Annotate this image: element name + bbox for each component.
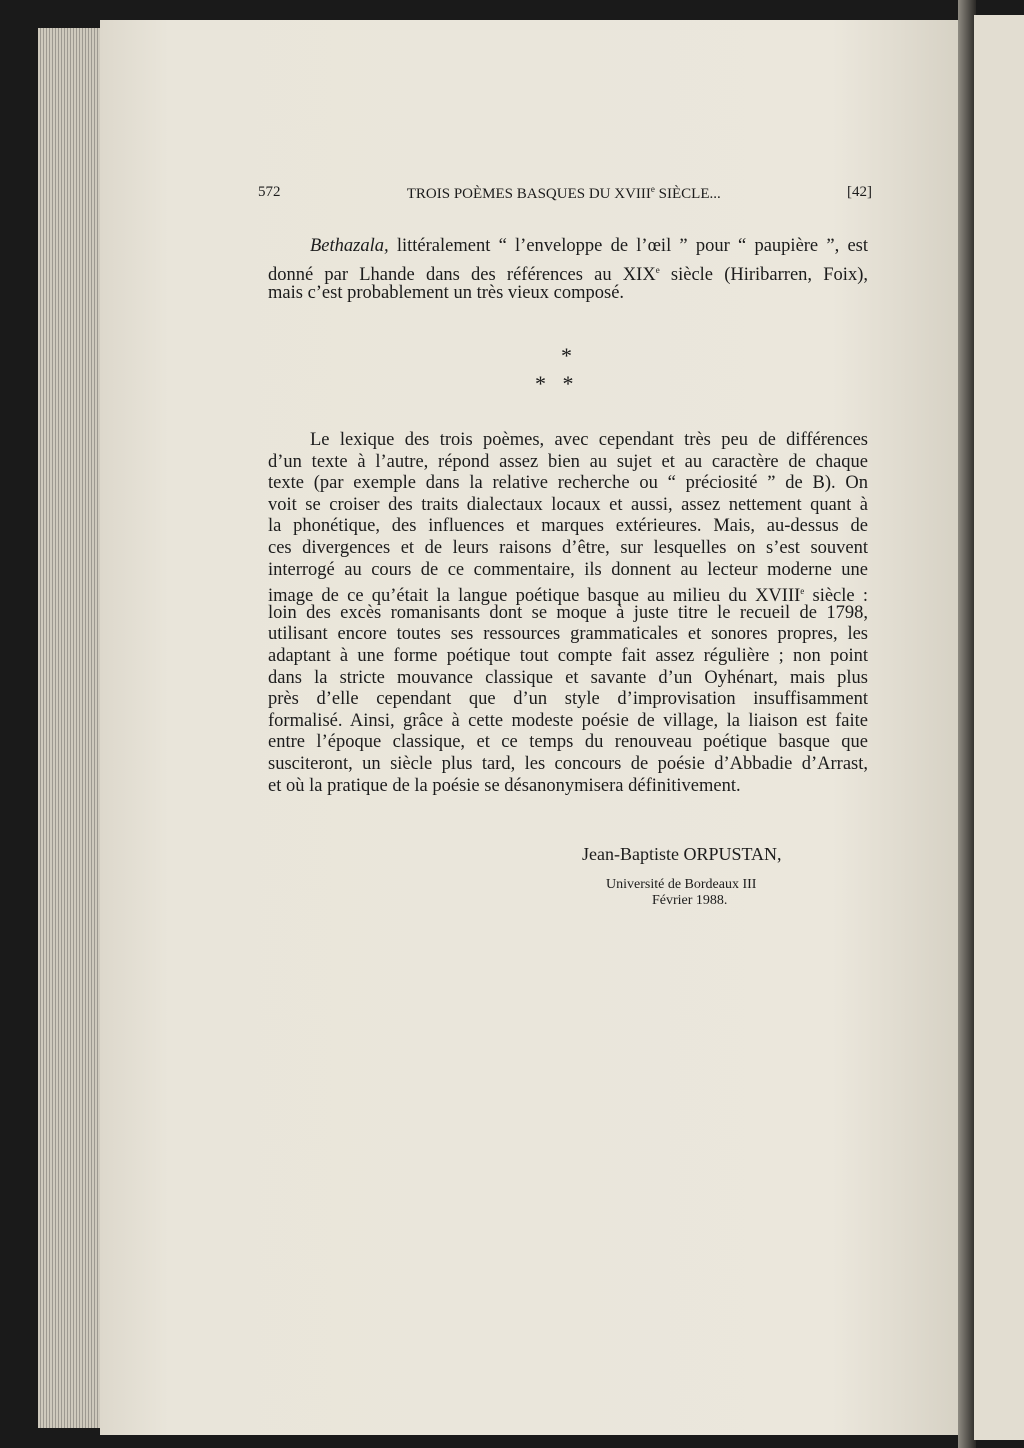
asterism-bottom: * * xyxy=(535,371,574,396)
text-line: près d’elle cependant que d’un style d’improvisation insuffisamment xyxy=(268,689,868,710)
sup: e xyxy=(800,586,805,597)
text-line: adaptant à une forme poétique tout compte fait assez régulière ; non point xyxy=(268,645,868,666)
text-line: et où la pratique de la poésie se désanonymisera définitivement. xyxy=(268,775,741,796)
section-number: [42] xyxy=(847,184,872,200)
text-line: la phonétique, des influences et marques extérieures. Mais, au-dessus de xyxy=(268,516,868,537)
text-line: ces divergences et de leurs raisons d’être, sur lesquelles on s’est souvent xyxy=(268,537,868,558)
sup: e xyxy=(655,264,660,275)
text-line: d’un texte à l’autre, répond assez bien au sujet et au caractère de chaque xyxy=(268,451,868,472)
text-line: interrogé au cours de ce commentaire, ils donnent au lecteur moderne une xyxy=(268,559,868,580)
page-edges xyxy=(38,28,108,1428)
text-line: loin des excès romanisants dont se moque à juste titre le recueil de 1798, xyxy=(268,602,868,623)
date: Février 1988. xyxy=(652,893,728,908)
text-line xyxy=(268,581,868,607)
line-text: littéralement “ l’enveloppe de l’œil ” pour “ paupière ”, est xyxy=(388,236,868,256)
running-title-text: TROIS POÈMES BASQUES DU XVIII xyxy=(406,186,651,202)
text-line: Le lexique des trois poèmes, avec cependant très peu de différences xyxy=(310,430,868,450)
running-title xyxy=(407,184,721,203)
author-name: Jean-Baptiste ORPUSTAN, xyxy=(582,844,782,864)
text-line xyxy=(268,235,868,259)
text-line: voit se croiser des traits dialectaux locaux et aussi, assez nettement quant à xyxy=(268,494,868,515)
text-line: mais c’est probablement un très vieux composé. xyxy=(268,283,625,303)
line-text: image de ce qu’était la langue poétique basque au milieu du XVIII xyxy=(268,586,801,607)
text-line xyxy=(268,259,868,283)
text-line: formalisé. Ainsi, grâce à cette modeste poésie de village, la liaison est faite xyxy=(268,710,868,731)
asterism-top: * xyxy=(561,343,572,368)
text-line: texte (par exemple dans la relative recherche ou “ préciosité ” de B). On xyxy=(268,473,868,494)
running-header xyxy=(258,184,872,203)
paragraph-1 xyxy=(268,235,868,306)
next-page-edge xyxy=(974,15,1024,1440)
paragraph-2 xyxy=(268,430,868,797)
line-text: siècle : xyxy=(804,586,868,607)
text-line: susciteront, un siècle plus tard, les concours de poésie d’Abbadie d’Arrast, xyxy=(268,753,868,774)
running-title-end: SIÈCLE... xyxy=(654,186,721,202)
page-number: 572 xyxy=(258,184,281,200)
affiliation: Université de Bordeaux III xyxy=(606,877,757,892)
running-title-sup: e xyxy=(650,184,655,194)
text-line: entre l’époque classique, et ce temps du renouveau poétique basque que xyxy=(268,732,868,753)
text-line: dans la stricte mouvance classique et savante d’un Oyhénart, mais plus xyxy=(268,667,868,688)
italic-term: Bethazala, xyxy=(310,236,389,256)
text-line: utilisant encore toutes ses ressources grammaticales et sonores propres, les xyxy=(268,624,868,645)
line-text: donné par Lhande dans des références au XIX xyxy=(268,264,656,285)
line-text: siècle (Hiribarren, Foix), xyxy=(659,264,868,285)
